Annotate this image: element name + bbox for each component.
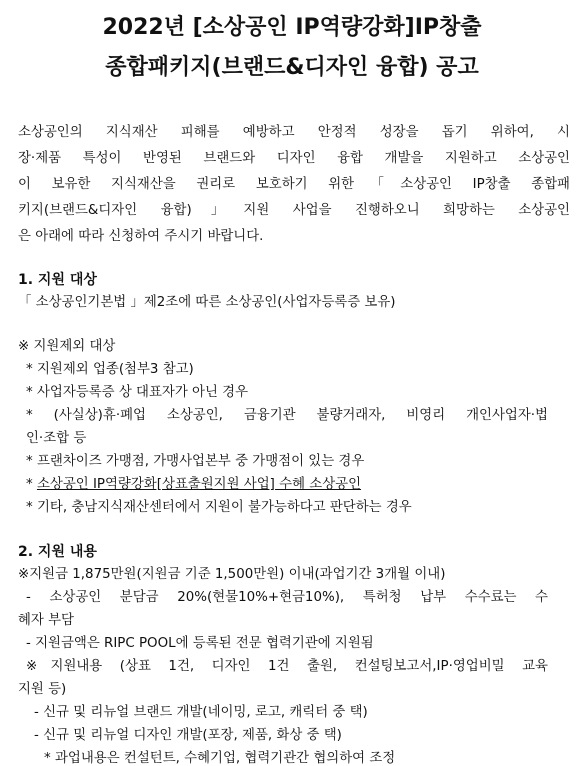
support-line: ※지원내용 (상표 1건, 디자인 1건 출원, 컨설팅보고서,IP·영업비밀 교육: [26, 659, 548, 674]
support-line-continued: 지원 등): [18, 682, 67, 697]
support-line: * 과업내용은 컨설턴트, 수혜기업, 협력기관간 협의하여 조정: [44, 751, 396, 766]
exclusion-item: * 프랜차이즈 가맹점, 가맹사업본부 중 가맹점이 있는 경우: [26, 454, 365, 469]
support-line-continued: 혜자 부담: [18, 613, 74, 628]
support-line: - 지원금액은 RIPC POOL에 등록된 전문 협력기관에 지원됨: [26, 636, 374, 651]
eligibility-basis: 「 소상공인기본법 」제2조에 따른 소상공인(사업자등록증 보유): [18, 295, 396, 310]
intro-line: 이 보유한 지식재산을 권리로 보호하기 위한「소상공인 IP창출 종합패: [18, 177, 570, 192]
bullet-mark: *: [26, 500, 37, 515]
notice-title-line-1: 2022년 [소상공인 IP역량강화]IP창출: [102, 15, 482, 40]
bullet-mark: *: [26, 477, 37, 492]
support-line: ※지원금 1,875만원(지원금 기준 1,500만원) 이내(과업기간 3개월 이내): [18, 567, 446, 582]
support-line: - 신규 및 리뉴얼 디자인 개발(포장, 제품, 화상 중 택): [34, 728, 342, 743]
intro-line: 키지(브랜드&디자인 융합)」지원 사업을 진행하오니 희망하는 소상공인: [18, 203, 570, 218]
exclusion-title: ※ 지원제외 대상: [18, 339, 116, 354]
notice-title-line-2: 종합패키지(브랜드&디자인 융합) 공고: [105, 55, 479, 80]
section-1-heading: 1. 지원 대상: [18, 272, 97, 288]
exclusion-item: * 사업자등록증 상 대표자가 아닌 경우: [26, 385, 249, 400]
intro-line: 은 아래에 따라 신청하여 주시기 바랍니다.: [18, 229, 264, 244]
exclusion-underlined-text: 소상공인 IP역량강화[상표출원지원 사업] 수혜 소상공인: [36, 477, 362, 492]
exclusion-item-underlined: [26, 478, 578, 491]
support-line: - 소상공인 분담금 20%(현물10%+현금10%), 특허청 납부 수수료는 수: [26, 590, 548, 605]
intro-line: 소상공인의 지식재산 피해를 예방하고 안정적 성장을 돕기 위하여, 시: [18, 125, 570, 140]
section-2-heading: 2. 지원 내용: [18, 544, 97, 560]
exclusion-item-continued: 인·조합 등: [26, 431, 87, 446]
intro-line: 장·제품 특성이 반영된 브랜드와 디자인 융합 개발을 지원하고 소상공인: [18, 151, 570, 166]
exclusion-item: [26, 501, 578, 514]
exclusion-item: * (사실상)휴·폐업 소상공인, 금융기관 불량거래자, 비영리 개인사업자·법: [26, 408, 548, 423]
exclusion-text: 기타, 충남지식재산센터에서 지원이 불가능하다고 판단하는 경우: [36, 500, 412, 515]
support-line: - 신규 및 리뉴얼 브랜드 개발(네이밍, 로고, 캐릭터 중 택): [34, 705, 368, 720]
exclusion-item: * 지원제외 업종(첨부3 참고): [26, 362, 194, 377]
